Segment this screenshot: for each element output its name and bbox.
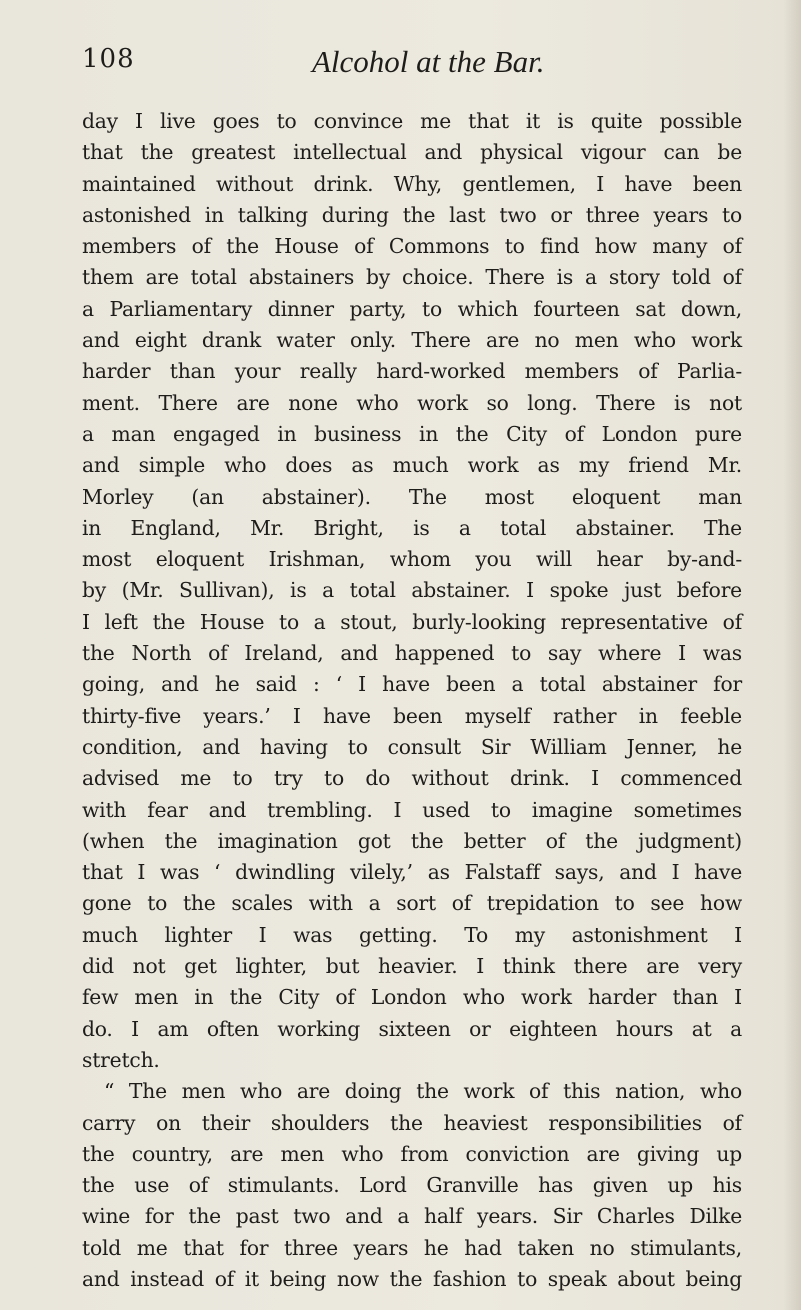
text-line: did not get lighter, but heavier. I think there are very [82, 954, 742, 979]
text-line: gone to the scales with a sort of trepidation to see how [82, 891, 742, 916]
text-line: in England, Mr. Bright, is a total abstainer. The [82, 515, 742, 540]
text-line: and eight drank water only. There are no men who work [82, 328, 742, 353]
text-line: them are total abstainers by choice. There is a story told of [82, 265, 742, 290]
text-line: the country, are men who from conviction are giving up [82, 1141, 742, 1166]
body-text [82, 106, 742, 1295]
text-line: a man engaged in business in the City of London pure [82, 421, 742, 446]
text-line: by (Mr. Sullivan), is a total abstainer. I spoke just before [82, 578, 742, 603]
paragraph-start-line: “ The men who are doing the work of this nation, who [104, 1079, 742, 1104]
text-line: ment. There are none who work so long. There is not [82, 390, 742, 415]
text-line: the use of stimulants. Lord Granville has given up his [82, 1173, 742, 1198]
page-number: 108 [82, 44, 135, 74]
text-line: going, and he said : ‘ I have been a total abstainer for [82, 672, 742, 697]
text-line: that I was ‘ dwindling vilely,’ as Falstaff says, and I have [82, 860, 742, 885]
text-line: astonished in talking during the last two or three years to [82, 202, 742, 227]
text-line: I left the House to a stout, burly-looking representative of [82, 609, 742, 634]
text-line: few men in the City of London who work harder than I [82, 985, 742, 1010]
text-line: much lighter I was getting. To my astonishment I [82, 922, 742, 947]
page-header [0, 44, 801, 84]
text-line: (when the imagination got the better of the judgment) [82, 828, 742, 853]
text-line: with fear and trembling. I used to imagine sometimes [82, 797, 742, 822]
text-line: do. I am often working sixteen or eighteen hours at a [82, 1016, 742, 1041]
text-line: thirty-five years.’ I have been myself rather in feeble [82, 703, 742, 728]
text-line: carry on their shoulders the heaviest responsibilities of [82, 1110, 742, 1135]
text-line: and simple who does as much work as my friend Mr. [82, 453, 742, 478]
page-edge-shadow [783, 0, 801, 1310]
text-line: a Parliamentary dinner party, to which fourteen sat down, [82, 296, 742, 321]
text-line: maintained without drink. Why, gentlemen, I have been [82, 171, 742, 196]
text-line: that the greatest intellectual and physical vigour can be [82, 140, 742, 165]
text-line: advised me to try to do without drink. I commenced [82, 766, 742, 791]
text-line: most eloquent Irishman, whom you will hear by-and- [82, 547, 742, 572]
text-line: day I live goes to convince me that it is quite possible [82, 109, 742, 133]
text-line: members of the House of Commons to find how many of [82, 234, 742, 259]
text-line: Morley (an abstainer). The most eloquent man [82, 484, 742, 509]
text-line: told me that for three years he had taken no stimulants, [82, 1235, 742, 1260]
text-line: wine for the past two and a half years. Sir Charles Dilke [82, 1204, 742, 1229]
running-title: Alcohol at the Bar. [312, 44, 545, 79]
text-line: condition, and having to consult Sir William Jenner, he [82, 734, 742, 759]
text-line: harder than your really hard-worked members of Parlia- [82, 359, 742, 384]
paragraph-end-line: stretch. [82, 1047, 160, 1072]
text-line: the North of Ireland, and happened to say where I was [82, 641, 742, 666]
text-line: and instead of it being now the fashion to speak about being [82, 1266, 742, 1291]
